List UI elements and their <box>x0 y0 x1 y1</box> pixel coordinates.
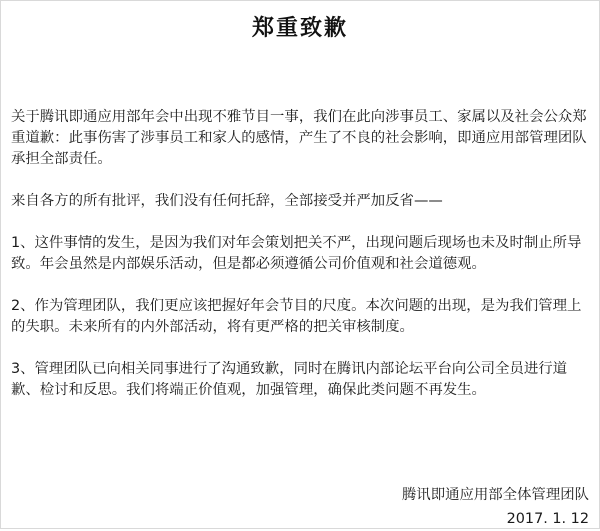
paragraph-intro: 关于腾讯即通应用部年会中出现不雅节目一事，我们在此向涉事员工、家属以及社会公众郑重道歉：此事伤害了涉事员工和家人的感情，产生了不良的社会影响，即通应用部管理团队承担全部责任。 <box>11 109 587 167</box>
paragraph-point-3: 3、管理团队已向相关同事进行了沟通致歉，同时在腾讯内部论坛平台向公司全员进行道歉、检讨和反思。我们将端正价值观，加强管理，确保此类问题不再发生。 <box>11 361 568 398</box>
paragraph-acceptance: 来自各方的所有批评，我们没有任何托辞，全部接受并严加反省—— <box>11 193 443 209</box>
paragraph-point-2: 2、作为管理团队，我们更应该把握好年会节目的尺度。本次问题的出现，是为我们管理上的失职。未来所有的内外部活动，将有更严格的把关审核制度。 <box>11 298 582 335</box>
signature-organization: 腾讯即通应用部全体管理团队 <box>401 487 589 503</box>
signature-date: 2017. 1. 12 <box>506 511 589 527</box>
letter-body <box>11 107 593 422</box>
paragraph-point-1: 1、这件事情的发生，是因为我们对年会策划把关不严，出现问题后现场也未及时制止所导致。年会虽然是内部娱乐活动，但是都必须遵循公司价值观和社会道德观。 <box>11 235 582 272</box>
signature-block <box>402 483 589 531</box>
letter-title: 郑重致歉 <box>251 16 348 41</box>
